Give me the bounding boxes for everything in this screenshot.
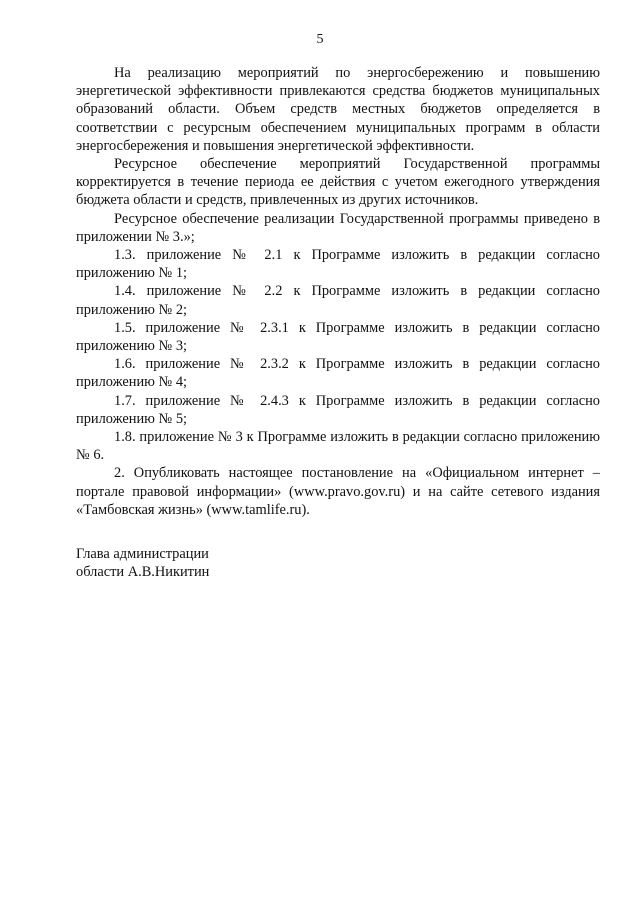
page-number: 5 [316, 32, 324, 47]
paragraph-resource-appendix: Ресурсное обеспечение реализации Государственной программы приведено в приложении № 3.»; [76, 210, 600, 245]
item-1-5: 1.5. приложение № 2.3.1 к Программе изложить в редакции согласно приложению № 3; [76, 319, 600, 355]
item-1-3: 1.3. приложение № 2.1 к Программе изложить в редакции согласно приложению № 1; [76, 247, 600, 282]
item-1-4: 1.4. приложение № 2.2 к Программе изложить в редакции согласно приложению № 2; [76, 283, 600, 318]
item-1-6: 1.6. приложение № 2.3.2 к Программе изложить в редакции согласно приложению № 4; [76, 356, 600, 391]
item-1-8: 1.8. приложение № 3 к Программе изложить в редакции согласно приложению № 6. [76, 429, 600, 464]
document-body [76, 64, 600, 519]
signature-title: Глава администрации [76, 546, 209, 562]
paragraph-resource-adjustment: Ресурсное обеспечение мероприятий Государственной программы корректируется в течение периода ее действия с учетом ежегодного утверждения бюджета области и средств, привлеченных из других источников. [76, 156, 600, 209]
item-1-7: 1.7. приложение № 2.4.3 к Программе изложить в редакции согласно приложению № 5; [76, 392, 600, 427]
signature-name: области А.В.Никитин [76, 564, 210, 580]
paragraph-local-budgets: На реализацию мероприятий по энергосбережению и повышению энергетической эффективности привлекаются средства бюджетов муниципальных образований области. Объем средств местных бюджетов определяется в соответствии с ресурсным обеспечением муниципальных программ в области энергосбережения и повышения энергетической эффективности. [76, 65, 600, 154]
signature-block [76, 545, 209, 581]
item-2-publish: 2. Опубликовать настоящее постановление на «Официальном интернет – портале правовой информации» (www.pravo.gov.ru) и на сайте сетевого издания «Тамбовская жизнь» (www.tamlife.ru). [76, 465, 600, 518]
